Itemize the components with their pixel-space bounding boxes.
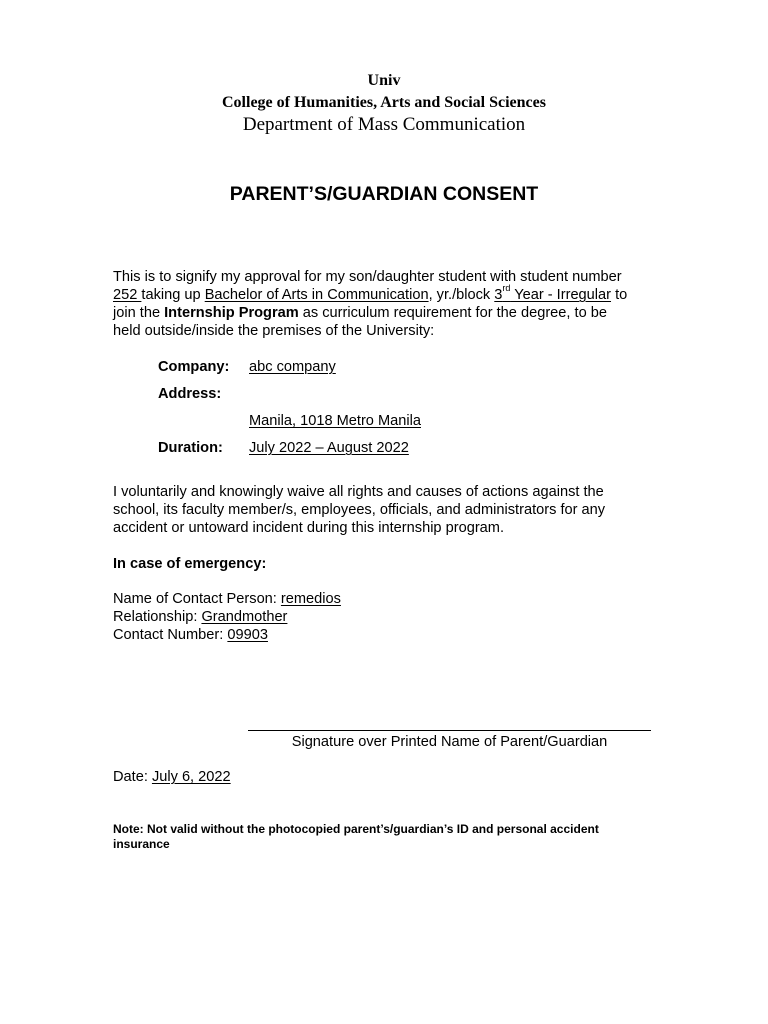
contact-number-value: 09903 [227,627,268,643]
college-name: College of Humanities, Arts and Social Sciences [222,94,546,111]
waiver-paragraph: I voluntarily and knowingly waive all rights and causes of actions against the school, its faculty member/s, employees, officials, and administrators for any accident or untoward incident during this internship program. [113,484,606,536]
university-name: Univ [367,72,401,89]
note-text: Note: Not valid without the photocopied parent’s/guardian’s ID and personal accident insurance [113,822,599,851]
document-title: PARENT’S/GUARDIAN CONSENT [229,183,539,205]
contact-number-row: Contact Number: 09903 [113,627,268,643]
student-number-value: 252 [113,287,142,303]
department-name: Department of Mass Communication [242,114,526,135]
intro-line-2: 252 taking up Bachelor of Arts in Communication, yr./block 3rd Year - Irregular to [113,283,628,303]
signature-caption: Signature over Printed Name of Parent/Guardian [291,734,608,750]
intro-line-3: join the Internship Program as curriculum requirement for the degree, to be [113,305,607,321]
date-row: Date: July 6, 2022 [113,769,231,785]
duration-label: Duration: [158,440,223,456]
program-value: Bachelor of Arts in Communication [204,287,429,303]
contact-person-value: remedios [280,591,341,607]
company-value: abc company [249,359,336,375]
duration-value: July 2022 – August 2022 [249,440,409,456]
year-block-value: 3rd Year - Irregular [494,283,612,303]
intro-line-4: held outside/inside the premises of the University: [113,323,435,339]
contact-person-row: Name of Contact Person: remedios [113,591,341,607]
intro-line-1: This is to signify my approval for my son/daughter student with student number [113,269,622,285]
intro-paragraph [113,268,653,340]
company-label: Company: [158,359,230,375]
address-label: Address: [158,386,222,402]
relationship-row: Relationship: Grandmother [113,609,288,625]
address-value: Manila, 1018 Metro Manila [249,413,421,429]
date-value: July 6, 2022 [151,769,231,785]
emergency-heading: In case of emergency: [113,556,267,572]
internship-program-text: Internship Program [164,305,299,321]
signature-line [248,730,651,731]
relationship-value: Grandmother [201,609,288,625]
